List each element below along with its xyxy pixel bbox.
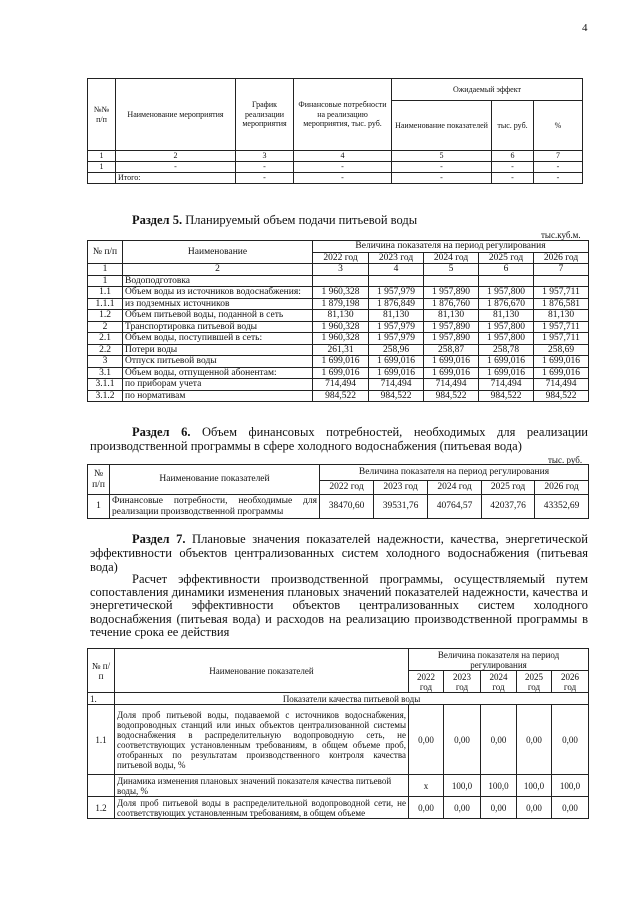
row-value: 81,130	[313, 310, 369, 322]
section5-title	[132, 213, 417, 227]
index-cell: 2	[123, 264, 313, 276]
row-value: 1 957,800	[479, 321, 534, 333]
cell: Доля проб питьевой воды, подаваемой с источников водоснабжения, водопроводных станций или иных объектов централизованной системы водоснабжения в распределительную водопроводную сеть, не соответствующих установленным требованиям, в общем объеме проб, отобранных по результатам производственного контроля качества питьевой воды, %	[115, 705, 409, 775]
header-thousand-rub: тыс. руб.	[492, 101, 534, 151]
header-schedule: График реализации мероприятия	[236, 79, 294, 151]
row-value: 1 957,800	[479, 333, 534, 345]
row-value: 1 876,581	[534, 298, 589, 310]
row-name: Отпуск питьевой воды	[123, 356, 313, 368]
row-value: 984,522	[369, 390, 424, 402]
header-year: 2023 год	[369, 252, 424, 264]
section6-title-text: Объем финансовых потребностей, необходимых для реализации производственной программы в сфере холодного водоснабжения (питьевая вода)	[90, 425, 588, 453]
cell: -	[116, 162, 236, 173]
row-value	[534, 275, 589, 287]
cell: 0,00	[481, 797, 517, 819]
row-number: 2.2	[88, 344, 123, 356]
section5-title-bold: Раздел 5.	[132, 213, 183, 227]
header-period-group: Величина показателя на период регулирования	[320, 465, 589, 481]
row-value: 81,130	[369, 310, 424, 322]
header-period-group: Величина показателя на период регулирования	[409, 649, 589, 671]
table-row	[88, 321, 589, 333]
cell: -	[294, 173, 392, 184]
row-value: 258,87	[424, 344, 479, 356]
header-year: 2024 год	[428, 481, 482, 495]
index-cell: 5	[424, 264, 479, 276]
table-row	[88, 705, 589, 775]
table-row	[88, 162, 583, 173]
cell: 0,00	[409, 705, 444, 775]
row-value: 1 957,711	[534, 287, 589, 299]
cell: 0,00	[444, 797, 481, 819]
header-period-group: Величина показателя на период регулирования	[313, 241, 589, 253]
cell: 0,00	[552, 797, 589, 819]
indicators-table	[87, 648, 589, 819]
index-cell: 3	[236, 151, 294, 162]
table-row	[88, 275, 589, 287]
row-number: 1.2	[88, 310, 123, 322]
row-number: 3.1.2	[88, 390, 123, 402]
row-value: 984,522	[534, 390, 589, 402]
row-value: 1 960,328	[313, 333, 369, 345]
header-year: 2023 год	[374, 481, 428, 495]
row-value: 1 957,890	[424, 321, 479, 333]
total-row	[88, 173, 583, 184]
row-name: Объем воды, поступившей в сеть:	[123, 333, 313, 345]
header-name: Наименование	[123, 241, 313, 264]
cell: х	[409, 775, 444, 797]
header-year: 2026 год	[552, 671, 589, 693]
index-row	[88, 264, 589, 276]
header-year: 2025 год	[517, 671, 552, 693]
row-name: Объем воды, отпущенной абонентам:	[123, 367, 313, 379]
section-row-label: Показатели качества питьевой воды	[115, 693, 589, 705]
row-name: Водоподготовка	[123, 275, 313, 287]
index-cell: 4	[294, 151, 392, 162]
row-value: 714,494	[313, 379, 369, 391]
header-year: 2022 год	[313, 252, 369, 264]
row-value: 258,69	[534, 344, 589, 356]
index-cell: 1	[88, 151, 116, 162]
row-name: из подземных источников	[123, 298, 313, 310]
row-value: 1 960,328	[313, 287, 369, 299]
row-value: 1 699,016	[424, 367, 479, 379]
section7-paragraph: Расчет эффективности производственной программы, осуществляемый путем сопоставления динамики изменения плановых значений показателей надежности, качества и энергетической эффективности объектов централизованных систем холодного водоснабжения (питьевая вода) и расходов на реализацию производственной программы в течение срока ее действия	[90, 572, 588, 639]
section7-title-bold: Раздел 7.	[132, 532, 186, 546]
page-number: 4	[582, 22, 588, 34]
row-number: 3.1.1	[88, 379, 123, 391]
header-year: 2024 год	[424, 252, 479, 264]
cell	[88, 173, 116, 184]
cell: -	[392, 162, 492, 173]
row-value	[424, 275, 479, 287]
row-name: Потери воды	[123, 344, 313, 356]
header-indicators: Наименование показателей	[392, 101, 492, 151]
cell: 1.	[88, 693, 115, 705]
index-cell: 1	[88, 264, 123, 276]
cell: Динамика изменения плановых значений показателя качества питьевой воды, %	[115, 775, 409, 797]
header-year: 2025 год	[482, 481, 535, 495]
row-value: 1 699,016	[534, 356, 589, 368]
cell: -	[492, 173, 534, 184]
row-number: 1.1	[88, 287, 123, 299]
index-cell: 2	[116, 151, 236, 162]
header-percent: %	[534, 101, 583, 151]
row-name: Объем питьевой воды, поданной в сеть	[123, 310, 313, 322]
row-value: 984,522	[313, 390, 369, 402]
cell: 1.1	[88, 705, 115, 775]
header-name: Наименование показателей	[110, 465, 320, 495]
table-row	[88, 775, 589, 797]
row-value: 1 699,016	[313, 356, 369, 368]
row-value: 984,522	[479, 390, 534, 402]
row-value: 1 876,849	[369, 298, 424, 310]
index-cell: 3	[313, 264, 369, 276]
row-value: 81,130	[534, 310, 589, 322]
section7-title-text: Плановые значения показателей надежности, качества, энергетической эффективности объектов централизованных систем холодного водоснабжения (питьевая вода)	[90, 532, 588, 574]
cell: 1	[88, 495, 110, 519]
index-cell: 7	[534, 151, 583, 162]
table-row	[88, 310, 589, 322]
finance-table	[87, 464, 589, 519]
section6-title	[90, 425, 588, 453]
table-row	[88, 379, 589, 391]
header-year: 2026 год	[535, 481, 589, 495]
row-value: 1 699,016	[479, 356, 534, 368]
cell: 43352,69	[535, 495, 589, 519]
row-value: 258,96	[369, 344, 424, 356]
section7-title	[90, 532, 588, 574]
cell: 42037,76	[482, 495, 535, 519]
cell: -	[534, 162, 583, 173]
row-value: 1 699,016	[313, 367, 369, 379]
index-cell: 4	[369, 264, 424, 276]
cell: -	[492, 162, 534, 173]
row-value: 1 957,979	[369, 333, 424, 345]
cell: 0,00	[517, 705, 552, 775]
index-cell: 6	[479, 264, 534, 276]
cell: 1.2	[88, 797, 115, 819]
cell: 0,00	[481, 705, 517, 775]
row-value: 258,78	[479, 344, 534, 356]
cell: -	[392, 173, 492, 184]
row-value: 1 699,016	[369, 356, 424, 368]
index-cell: 5	[392, 151, 492, 162]
section-row	[88, 693, 589, 705]
cell: -	[294, 162, 392, 173]
cell: Доля проб питьевой воды в распределительной водопроводной сети, не соответствующих установленным требованиям, в общем объеме	[115, 797, 409, 819]
row-value: 1 957,711	[534, 333, 589, 345]
row-value: 261,31	[313, 344, 369, 356]
table-row	[88, 495, 589, 519]
header-name: Наименование показателей	[115, 649, 409, 693]
table-row	[88, 390, 589, 402]
header-num: № п/п	[88, 649, 115, 693]
header-year: 2024 год	[481, 671, 517, 693]
row-name: Транспортировка питьевой воды	[123, 321, 313, 333]
row-value	[369, 275, 424, 287]
row-value	[479, 275, 534, 287]
water-volume-table	[87, 240, 589, 402]
table-row	[88, 298, 589, 310]
row-value: 81,130	[479, 310, 534, 322]
row-value: 1 699,016	[369, 367, 424, 379]
row-number: 2	[88, 321, 123, 333]
header-measure-name: Наименование мероприятия	[116, 79, 236, 151]
section6-title-bold: Раздел 6.	[132, 425, 191, 439]
cell: -	[236, 173, 294, 184]
header-year: 2025 год	[479, 252, 534, 264]
table-row	[88, 367, 589, 379]
index-row	[88, 151, 583, 162]
row-value: 1 957,711	[534, 321, 589, 333]
row-value: 81,130	[424, 310, 479, 322]
header-expected-effect: Ожидаемый эффект	[392, 79, 583, 101]
row-value: 1 957,979	[369, 287, 424, 299]
table-row	[88, 333, 589, 345]
cell: 100,0	[444, 775, 481, 797]
cell: 0,00	[409, 797, 444, 819]
cell	[88, 775, 115, 797]
row-value: 714,494	[424, 379, 479, 391]
header-num: № п/п	[88, 241, 123, 264]
total-label: Итого:	[116, 173, 236, 184]
row-value: 1 876,760	[424, 298, 479, 310]
measures-table	[87, 78, 583, 184]
header-year: 2022 год	[320, 481, 374, 495]
cell: -	[534, 173, 583, 184]
cell: 1	[88, 162, 116, 173]
row-value: 1 960,328	[313, 321, 369, 333]
row-name: по приборам учета	[123, 379, 313, 391]
cell: 40764,57	[428, 495, 482, 519]
row-value: 1 957,890	[424, 287, 479, 299]
header-num: №№ п/п	[88, 79, 116, 151]
row-value: 714,494	[534, 379, 589, 391]
cell: 0,00	[552, 705, 589, 775]
row-number: 2.1	[88, 333, 123, 345]
cell: -	[236, 162, 294, 173]
header-num: № п/п	[88, 465, 110, 495]
index-cell: 6	[492, 151, 534, 162]
row-name: Объем воды из источников водоснабжения:	[123, 287, 313, 299]
row-value: 714,494	[369, 379, 424, 391]
cell: 100,0	[552, 775, 589, 797]
cell: Финансовые потребности, необходимые для реализации производственной программы	[110, 495, 320, 519]
cell: 100,0	[481, 775, 517, 797]
row-name: по нормативам	[123, 390, 313, 402]
row-value: 1 879,198	[313, 298, 369, 310]
header-finance: Финансовые потребности на реализацию мероприятия, тыс. руб.	[294, 79, 392, 151]
table-row	[88, 344, 589, 356]
row-value: 1 699,016	[479, 367, 534, 379]
header-year: 2022 год	[409, 671, 444, 693]
section5-unit: тыс.куб.м.	[541, 230, 581, 240]
section5-title-text: Планируемый объем подачи питьевой воды	[182, 213, 418, 227]
table-row	[88, 287, 589, 299]
cell: 38470,60	[320, 495, 374, 519]
row-value: 1 699,016	[424, 356, 479, 368]
table-row	[88, 356, 589, 368]
row-value: 1 876,670	[479, 298, 534, 310]
cell: 100,0	[517, 775, 552, 797]
table-row	[88, 797, 589, 819]
row-number: 1.1.1	[88, 298, 123, 310]
row-value: 984,522	[424, 390, 479, 402]
row-value	[313, 275, 369, 287]
section6-unit: тыс. руб.	[548, 455, 583, 465]
header-year: 2026 год	[534, 252, 589, 264]
cell: 0,00	[517, 797, 552, 819]
row-value: 1 957,979	[369, 321, 424, 333]
index-cell: 7	[534, 264, 589, 276]
row-value: 1 699,016	[534, 367, 589, 379]
row-value: 714,494	[479, 379, 534, 391]
row-value: 1 957,890	[424, 333, 479, 345]
cell: 39531,76	[374, 495, 428, 519]
row-number: 3	[88, 356, 123, 368]
row-number: 3.1	[88, 367, 123, 379]
row-value: 1 957,800	[479, 287, 534, 299]
header-year: 2023 год	[444, 671, 481, 693]
row-number: 1	[88, 275, 123, 287]
cell: 0,00	[444, 705, 481, 775]
